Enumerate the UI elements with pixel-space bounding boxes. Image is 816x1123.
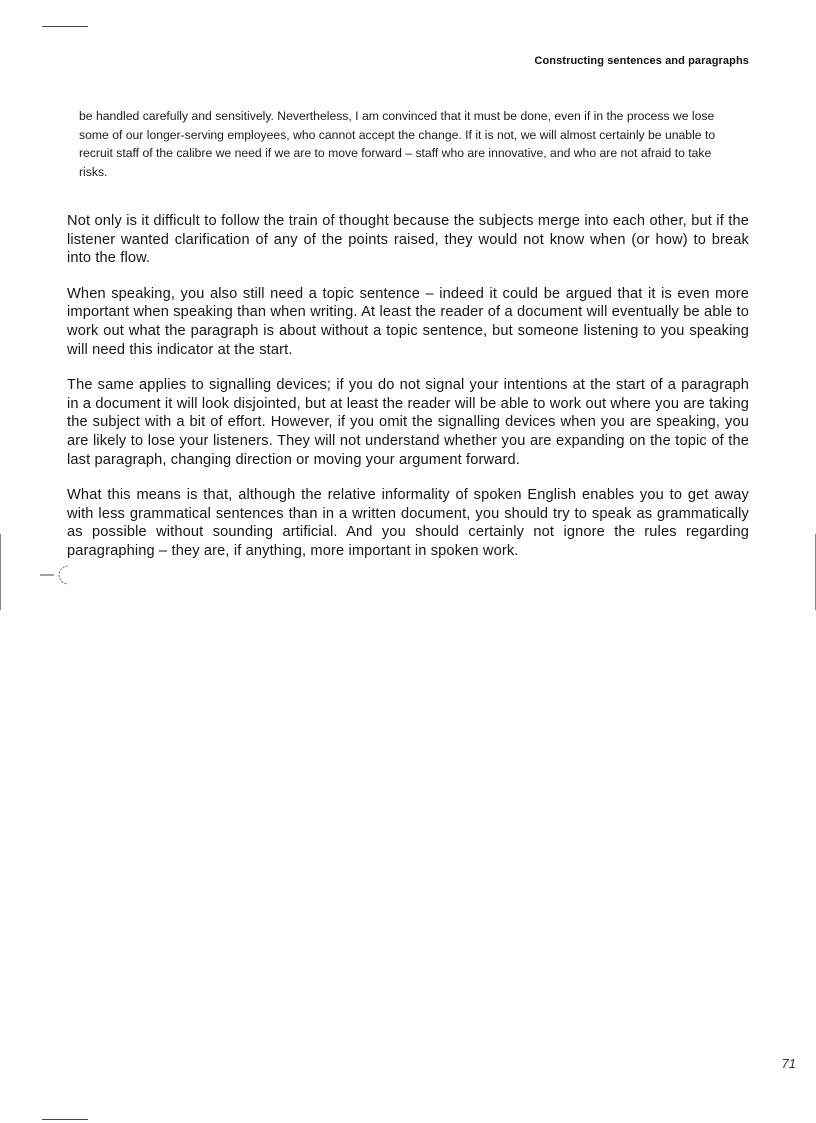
page-number: 71 bbox=[781, 1056, 796, 1071]
paragraph: Not only is it difficult to follow the train of thought because the subjects merge into each other, but if the listener wanted clarification of any of the points raised, they would not know when (or how) to break into the flow. bbox=[67, 213, 749, 267]
body-text bbox=[67, 212, 749, 578]
paragraph: The same applies to signalling devices; if you do not signal your intentions at the start of a paragraph in a document it will look disjointed, but at least the reader will be able to work out where you are taking the subject with a bit of effort. However, if you omit the signalling devices when you are speaking, you are likely to lose your listeners. They will not understand whether you are expanding on the topic of the last paragraph, changing direction or moving your argument forward. bbox=[67, 377, 749, 468]
running-header: Constructing sentences and paragraphs bbox=[534, 55, 749, 67]
paragraph: What this means is that, although the relative informality of spoken English enables you to get away with less grammatical sentences than in a written document, you should try to speak as grammatically as possible without sounding artificial. And you should certainly not ignore the rules regarding paragraphing – they are, if anything, more important in spoken work. bbox=[67, 487, 749, 559]
indented-extract: be handled carefully and sensitively. Nevertheless, I am convinced that it must be done, even if in the process we lose some of our longer-serving employees, who cannot accept the change. If it is not, we will almost certainly be unable to recruit staff of the calibre we need if we are to move forward – staff who are innovative, and who are not afraid to take risks. bbox=[79, 109, 716, 179]
paragraph: When speaking, you also still need a topic sentence – indeed it could be argued that it is even more important when speaking than when writing. At least the reader of a document will eventually be able to work out what the paragraph is about without a topic sentence, but someone listening to you speaking will need this indicator at the start. bbox=[67, 285, 749, 358]
crop-mark-left bbox=[0, 534, 1, 610]
crop-mark-bottom-left bbox=[42, 1119, 88, 1120]
crop-mark-top-left bbox=[42, 26, 88, 27]
